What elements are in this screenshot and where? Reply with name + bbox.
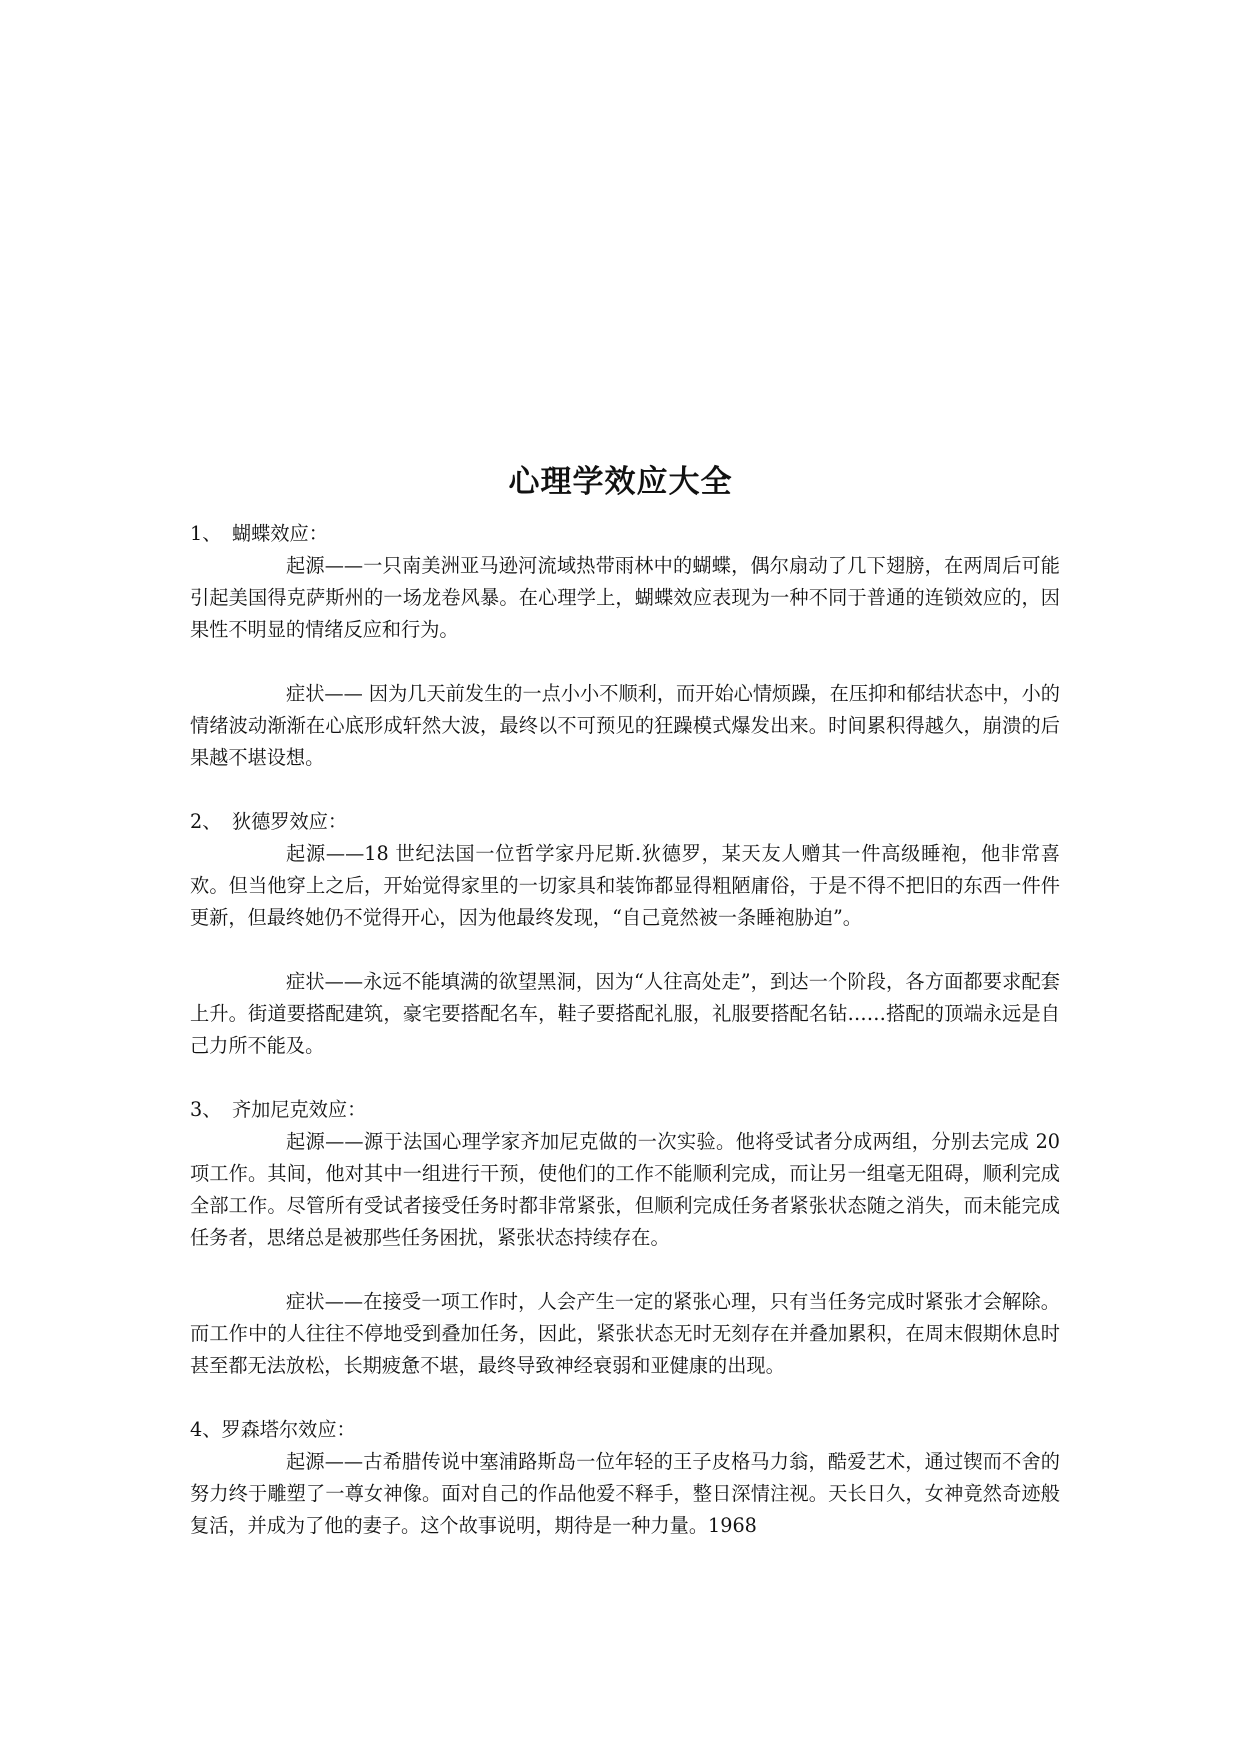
section-heading (190, 1414, 1060, 1446)
section-number: 1、 (190, 522, 222, 545)
section-heading (190, 518, 1060, 550)
section-butterfly-effect (190, 518, 1060, 806)
section-title: 齐加尼克效应： (232, 1098, 367, 1121)
origin-paragraph: 起源——古希腊传说中塞浦路斯岛一位年轻的王子皮格马力翁，酷爱艺术，通过锲而不舍的努力终于雕塑了一尊女神像。面对自己的作品他爱不释手，整日深情注视。天长日久，女神竟然奇迹般复活，并成为了他的妻子。这个故事说明，期待是一种力量。1968 (190, 1450, 1060, 1537)
symptom-paragraph: 症状——永远不能填满的欲望黑洞，因为“人往高处走”，到达一个阶段，各方面都要求配套上升。街道要搭配建筑，豪宅要搭配名车，鞋子要搭配礼服，礼服要搭配名钻……搭配的顶端永远是自己力所不能及。 (190, 970, 1060, 1057)
section-title: 狄德罗效应： (232, 810, 348, 833)
section-heading (190, 1094, 1060, 1126)
symptom-paragraph: 症状——在接受一项工作时，人会产生一定的紧张心理，只有当任务完成时紧张才会解除。而工作中的人往往不停地受到叠加任务，因此，紧张状态无时无刻存在并叠加累积，在周末假期休息时甚至都无法放松，长期疲惫不堪，最终导致神经衰弱和亚健康的出现。 (190, 1290, 1060, 1377)
origin-paragraph: 起源——18 世纪法国一位哲学家丹尼斯.狄德罗，某天友人赠其一件高级睡袍，他非常喜欢。但当他穿上之后，开始觉得家里的一切家具和装饰都显得粗陋庸俗，于是不得不把旧的东西一件件更新，但最终她仍不觉得开心，因为他最终发现，“自己竟然被一条睡袍胁迫”。 (190, 842, 1060, 929)
document-title: 心理学效应大全 (508, 464, 733, 500)
symptom-paragraph: 症状—— 因为几天前发生的一点小小不顺利，而开始心情烦躁，在压抑和郁结状态中，小的情绪波动渐渐在心底形成轩然大波，最终以不可预见的狂躁模式爆发出来。时间累积得越久，崩溃的后果越不堪设想。 (190, 682, 1060, 769)
section-title: 罗森塔尔效应： (221, 1418, 356, 1441)
section-zeigarnik-effect (190, 1094, 1060, 1414)
origin-paragraph: 起源——一只南美洲亚马逊河流域热带雨林中的蝴蝶，偶尔扇动了几下翅膀，在两周后可能引起美国得克萨斯州的一场龙卷风暴。在心理学上，蝴蝶效应表现为一种不同于普通的连锁效应的，因果性不明显的情绪反应和行为。 (190, 554, 1060, 641)
section-diderot-effect (190, 806, 1060, 1094)
section-rosenthal-effect (190, 1414, 1060, 1542)
section-title: 蝴蝶效应： (232, 522, 328, 545)
document-body (190, 518, 1060, 1542)
origin-paragraph: 起源——源于法国心理学家齐加尼克做的一次实验。他将受试者分成两组，分别去完成 20 项工作。其间，他对其中一组进行干预，使他们的工作不能顺利完成，而让另一组毫无阻碍，顺利完成全部工作。尽管所有受试者接受任务时都非常紧张，但顺利完成任务者紧张状态随之消失，而未能完成任务者，思绪总是被那些任务困扰，紧张状态持续存在。 (190, 1130, 1060, 1249)
section-number: 3、 (190, 1098, 222, 1121)
section-heading (190, 806, 1060, 838)
section-number: 4、 (190, 1418, 222, 1441)
section-number: 2、 (190, 810, 222, 833)
